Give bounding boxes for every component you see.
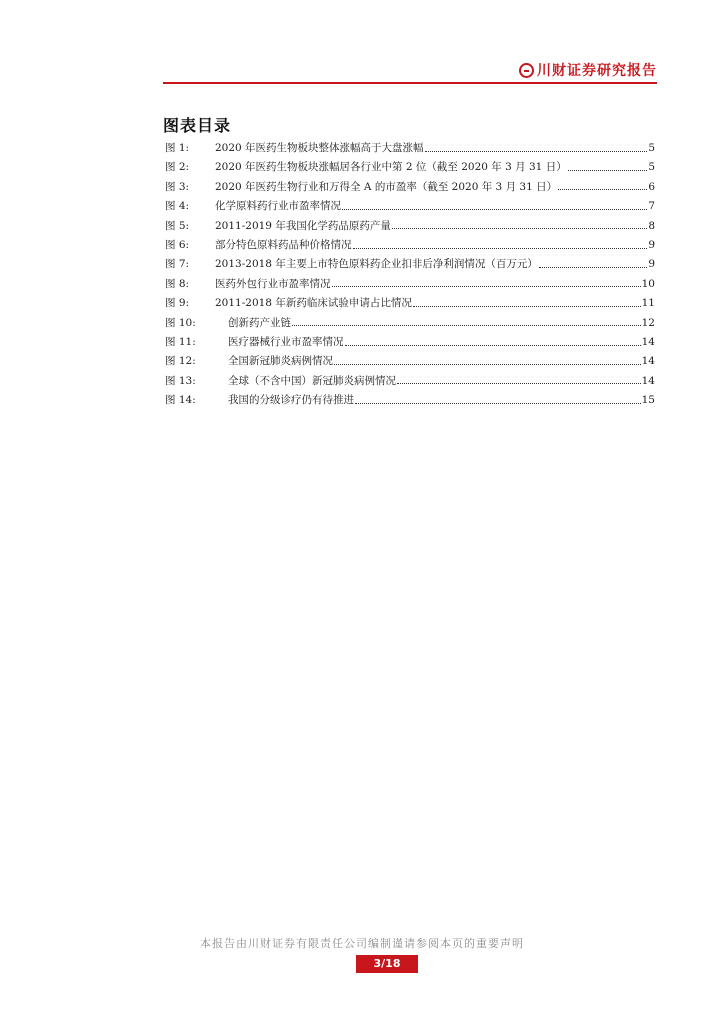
- toc-entry[interactable]: [165, 217, 655, 236]
- toc-entry-number: 图 14:: [165, 394, 196, 407]
- toc-entry-title: 医疗器械行业市盈率情况: [228, 335, 344, 348]
- toc-entry-number: 图 1:: [165, 142, 190, 154]
- dot-leader: [332, 285, 641, 287]
- header-rule: [163, 82, 657, 84]
- toc-entry[interactable]: [165, 391, 655, 410]
- dot-leader: [397, 382, 641, 384]
- toc-entry-title: 2011-2019 年我国化学药品原药产量: [215, 219, 391, 232]
- toc-entry-number: 图 7:: [165, 258, 190, 271]
- dot-leader: [345, 344, 641, 346]
- toc-entry-page: 14: [641, 335, 655, 348]
- dot-leader: [425, 150, 647, 152]
- toc-entry-page: 14: [641, 374, 655, 387]
- toc-entry-page: 5: [648, 161, 655, 174]
- toc-entry[interactable]: [165, 255, 655, 274]
- toc-entry[interactable]: [165, 372, 655, 391]
- toc-entry-page: 9: [648, 258, 655, 271]
- toc-entry-title: 化学原料药行业市盈率情况: [215, 200, 341, 213]
- toc-entry-number: 图 2:: [165, 161, 190, 174]
- page-header: [163, 58, 657, 82]
- toc-entry-title: 2013-2018 年主要上市特色原料药企业扣非后净利润情况（百万元）: [215, 258, 538, 271]
- toc-entry[interactable]: [165, 139, 655, 158]
- toc-title: 图表目录: [163, 116, 232, 135]
- toc-entry[interactable]: [165, 314, 655, 333]
- toc-entry-number: 图 9:: [165, 297, 190, 310]
- toc-entry-page: 14: [641, 355, 655, 368]
- toc-entry-page: 15: [641, 394, 655, 407]
- dot-leader: [413, 305, 641, 307]
- toc-entry[interactable]: [165, 352, 655, 371]
- toc-entry-number: 图 4:: [165, 200, 190, 213]
- toc-entry-page: 6: [648, 180, 655, 193]
- brand-name: 川财证券研究报告: [537, 63, 657, 79]
- dot-leader: [539, 266, 647, 268]
- dot-leader: [392, 227, 647, 229]
- toc-entry-title: 部分特色原料药品种价格情况: [215, 238, 352, 251]
- toc-entry[interactable]: [165, 236, 655, 255]
- toc-entry-title: 2020 年医药生物行业和万得全 A 的市盈率（截至 2020 年 3 月 31 日）: [215, 180, 558, 193]
- brand-header: [519, 60, 657, 80]
- toc-entry-title: 医药外包行业市盈率情况: [215, 277, 331, 290]
- toc-entry-title: 我国的分级诊疗仍有待推进: [228, 394, 354, 407]
- toc-list: [165, 139, 655, 410]
- toc-entry-page: 11: [641, 297, 655, 310]
- toc-entry[interactable]: [165, 333, 655, 352]
- toc-entry[interactable]: [165, 158, 655, 177]
- toc-entry-title: 创新药产业链: [228, 316, 291, 329]
- toc-entry-page: 10: [641, 277, 655, 290]
- toc-entry-number: 图 13:: [165, 374, 196, 387]
- toc-entry[interactable]: [165, 197, 655, 216]
- disclaimer-note: 本报告由川财证券有限责任公司编制谨请参阅本页的重要声明: [200, 937, 524, 950]
- toc-entry-number: 图 10:: [165, 316, 196, 329]
- dot-leader: [334, 363, 641, 365]
- toc-entry-number: 图 8:: [165, 277, 190, 290]
- toc-entry-number: 图 3:: [165, 180, 190, 193]
- toc-entry-number: 图 12:: [165, 355, 196, 368]
- brand-logo-icon: [519, 63, 534, 78]
- toc-entry[interactable]: [165, 178, 655, 197]
- dot-leader: [568, 169, 647, 171]
- toc-entry-title: 2020 年医药生物板块涨幅居各行业中第 2 位（截至 2020 年 3 月 31 日）: [215, 161, 567, 174]
- toc-entry-page: 5: [648, 142, 655, 154]
- page-number-badge: 3/18: [356, 955, 418, 973]
- dot-leader: [558, 188, 647, 190]
- toc-entry-title: 2020 年医药生物板块整体涨幅高于大盘涨幅: [215, 142, 424, 154]
- toc-entry-page: 8: [648, 219, 655, 232]
- dot-leader: [355, 402, 641, 404]
- toc-entry-page: 12: [641, 316, 655, 329]
- toc-entry-title: 全球（不含中国）新冠肺炎病例情况: [228, 374, 396, 387]
- dot-leader: [342, 208, 647, 210]
- toc-entry-page: 9: [648, 238, 655, 251]
- dot-leader: [353, 247, 648, 249]
- toc-entry[interactable]: [165, 294, 655, 313]
- toc-entry-page: 7: [648, 200, 655, 213]
- toc-entry-title: 全国新冠肺炎病例情况: [228, 355, 333, 368]
- toc-entry-title: 2011-2018 年新药临床试验申请占比情况: [215, 297, 412, 310]
- dot-leader: [292, 324, 641, 326]
- toc-entry-number: 图 5:: [165, 219, 190, 232]
- toc-entry-number: 图 6:: [165, 238, 190, 251]
- toc-entry-number: 图 11:: [165, 335, 196, 348]
- toc-entry[interactable]: [165, 275, 655, 294]
